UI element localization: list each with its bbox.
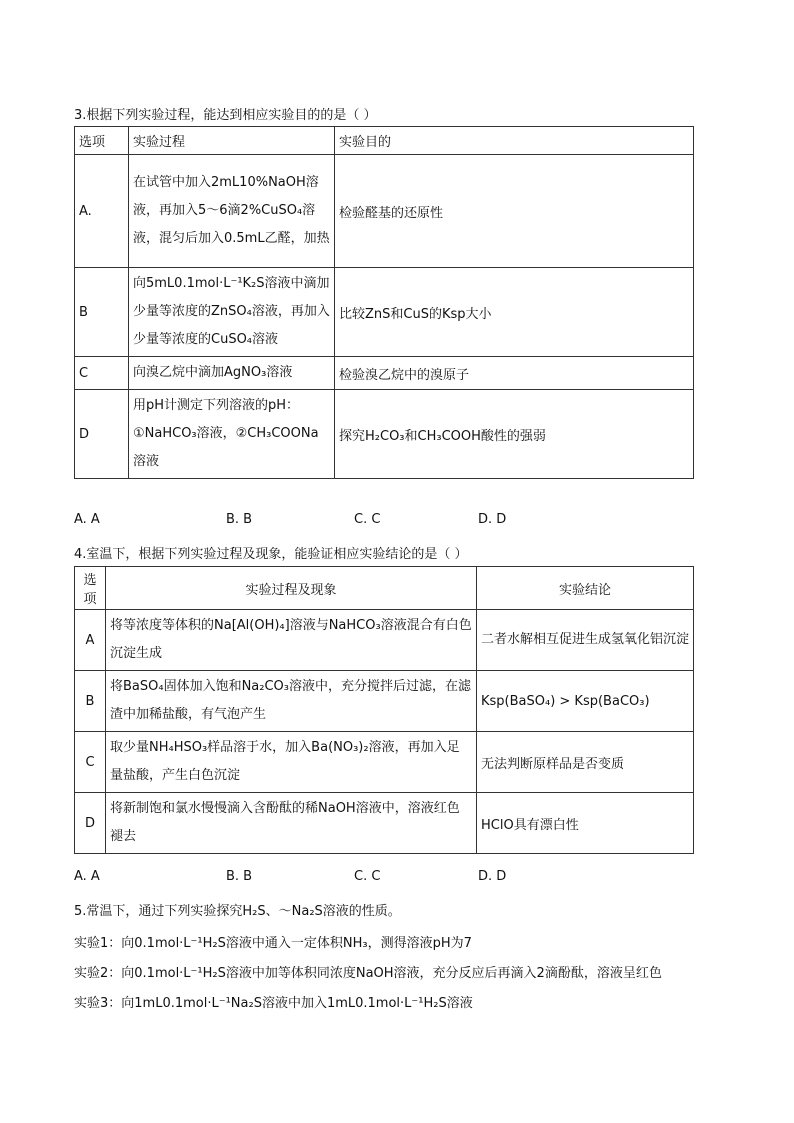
option-cell: A [75, 610, 106, 671]
question-3-title: 3.根据下列实验过程，能达到相应实验目的的是（ ） [74, 108, 377, 123]
experiment-3-line: 实验3：向1mL0.1mol·L⁻¹Na₂S溶液中加入1mL0.1mol·L⁻¹H₂S溶液 [74, 996, 473, 1011]
question-4-table [74, 566, 694, 854]
table-row [75, 390, 694, 479]
option-cell: A. [75, 155, 129, 268]
choice-a[interactable]: A. A [74, 512, 100, 527]
process-cell: 将等浓度等体积的Na[Al(OH)₄]溶液与NaHCO₃溶液混合有白色沉淀生成 [106, 610, 477, 671]
table-header-process: 实验过程 [129, 127, 335, 155]
question-5-title: 5.常温下，通过下列实验探究H₂S、～Na₂S溶液的性质。 [74, 904, 401, 919]
table-header-goal: 实验目的 [335, 127, 694, 155]
table-row [75, 793, 694, 854]
table-header-process: 实验过程及现象 [106, 567, 477, 610]
conclusion-cell: Ksp(BaSO₄) > Ksp(BaCO₃) [477, 671, 694, 732]
experiment-1-line: 实验1：向0.1mol·L⁻¹H₂S溶液中通入一定体积NH₃，测得溶液pH为7 [74, 936, 472, 951]
option-cell: C [75, 732, 106, 793]
process-cell: 向溴乙烷中滴加AgNO₃溶液 [129, 357, 335, 390]
process-cell: 将BaSO₄固体加入饱和Na₂CO₃溶液中，充分搅拌后过滤，在滤渣中加稀盐酸，有气泡产生 [106, 671, 477, 732]
goal-cell: 探究H₂CO₃和CH₃COOH酸性的强弱 [335, 390, 694, 479]
table-row [75, 155, 694, 268]
process-cell: 用pH计测定下列溶液的pH：①NaHCO₃溶液，②CH₃COONa溶液 [129, 390, 335, 479]
choice-d[interactable]: D. D [478, 512, 507, 527]
choice-a[interactable]: A. A [74, 869, 100, 884]
experiment-2-line: 实验2：向0.1mol·L⁻¹H₂S溶液中加等体积同浓度NaOH溶液，充分反应后再滴入2滴酚酞，溶液呈红色 [74, 966, 662, 981]
table-row [75, 610, 694, 671]
question-4-title: 4.室温下，根据下列实验过程及现象，能验证相应实验结论的是（ ） [74, 547, 468, 562]
option-cell: C [75, 357, 129, 390]
process-cell: 在试管中加入2mL10%NaOH溶液，再加入5～6滴2%CuSO₄溶液，混匀后加入0.5mL乙醛，加热 [129, 155, 335, 268]
option-cell: D [75, 390, 129, 479]
table-header-option: 选项 [75, 127, 129, 155]
goal-cell: 检验溴乙烷中的溴原子 [335, 357, 694, 390]
choice-d[interactable]: D. D [478, 869, 507, 884]
conclusion-cell: 无法判断原样品是否变质 [477, 732, 694, 793]
conclusion-cell: HClO具有漂白性 [477, 793, 694, 854]
goal-cell: 检验醛基的还原性 [335, 155, 694, 268]
choice-b[interactable]: B. B [226, 869, 253, 884]
option-cell: B [75, 268, 129, 357]
process-cell: 向5mL0.1mol·L⁻¹K₂S溶液中滴加少量等浓度的ZnSO₄溶液，再加入少量等浓度的CuSO₄溶液 [129, 268, 335, 357]
table-row [75, 268, 694, 357]
question-3-table [74, 126, 694, 479]
option-cell: D [75, 793, 106, 854]
table-row [75, 357, 694, 390]
process-cell: 取少量NH₄HSO₃样品溶于水，加入Ba(NO₃)₂溶液，再加入足量盐酸，产生白色沉淀 [106, 732, 477, 793]
choice-c[interactable]: C. C [354, 869, 381, 884]
conclusion-cell: 二者水解相互促进生成氢氧化铝沉淀 [477, 610, 694, 671]
option-cell: B [75, 671, 106, 732]
choice-b[interactable]: B. B [226, 512, 253, 527]
table-header-option: 选项 [75, 567, 106, 610]
table-row [75, 671, 694, 732]
table-header-conclusion: 实验结论 [477, 567, 694, 610]
process-cell: 将新制饱和氯水慢慢滴入含酚酞的稀NaOH溶液中，溶液红色褪去 [106, 793, 477, 854]
table-row [75, 732, 694, 793]
goal-cell: 比较ZnS和CuS的Ksp大小 [335, 268, 694, 357]
choice-c[interactable]: C. C [354, 512, 381, 527]
